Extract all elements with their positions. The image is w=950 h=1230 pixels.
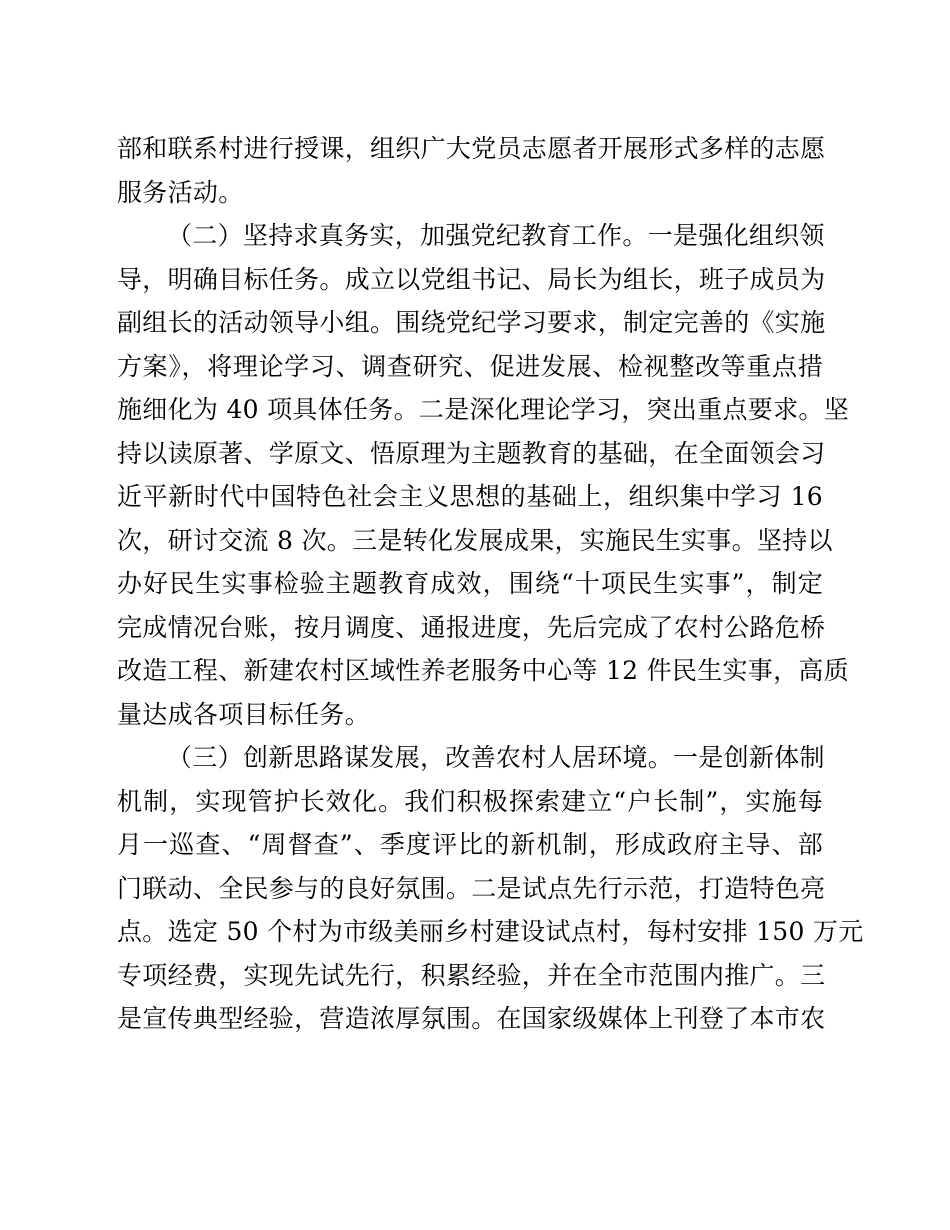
text-line-11: 办好民生实事检验主题教育成效，围绕“十项民生实事”，制定 (117, 569, 823, 598)
text-line-16: 机制，实现管护长效化。我们积极探索建立“户长制”，实施每 (117, 786, 823, 816)
text-line-8: 持以读原著、学原文、悟原理为主题教育的基础，在全面领会习 (117, 438, 826, 468)
text-line-2: 服务活动。 (117, 177, 244, 207)
text-line-14: 量达成各项目标任务。 (117, 699, 371, 729)
text-line-20: 专项经费，实现先试先行，积累经验，并在全市范围内推广。三 (117, 960, 826, 990)
section-heading-2: （二）坚持求真务实，加强党纪教育工作。一是强化组织领 (167, 221, 825, 250)
text-line-13: 改造工程、新建农村区域性养老服务中心等 12 件民生实事，高质 (117, 656, 850, 685)
text-line-12: 完成情况台账，按月调度、通报进度，先后完成了农村公路危桥 (117, 612, 826, 642)
text-line-4: 导，明确目标任务。成立以党组书记、局长为组长，班子成员为 (117, 264, 826, 294)
text-line-18: 门联动、全民参与的良好氛围。二是试点先行示范，打造特色亮 (117, 873, 826, 903)
text-line-19: 点。选定 50 个村为市级美丽乡村建设试点村，每村安排 150 万元 (117, 917, 864, 946)
text-line-1: 部和联系村进行授课，组织广大党员志愿者开展形式多样的志愿 (117, 134, 826, 163)
text-line-21: 是宣传典型经验，营造浓厚氛围。在国家级媒体上刊登了本市农 (117, 1004, 826, 1033)
section-heading-3: （三）创新思路谋发展，改善农村人居环境。一是创新体制 (167, 743, 825, 772)
text-line-5: 副组长的活动领导小组。围绕党纪学习要求，制定完善的《实施 (117, 308, 826, 337)
text-line-10: 次，研讨交流 8 次。三是转化发展成果，实施民生实事。坚持以 (117, 525, 833, 555)
text-line-17: 月一巡查、“周督查”、季度评比的新机制，形成政府主导、部 (117, 830, 823, 859)
document-page (117, 127, 864, 1041)
text-line-7: 施细化为 40 项具体任务。二是深化理论学习，突出重点要求。坚 (117, 395, 850, 424)
text-line-6: 方案》，将理论学习、调查研究、促进发展、检视整改等重点措 (117, 351, 823, 381)
text-line-9: 近平新时代中国特色社会主义思想的基础上，组织集中学习 16 (117, 482, 823, 511)
